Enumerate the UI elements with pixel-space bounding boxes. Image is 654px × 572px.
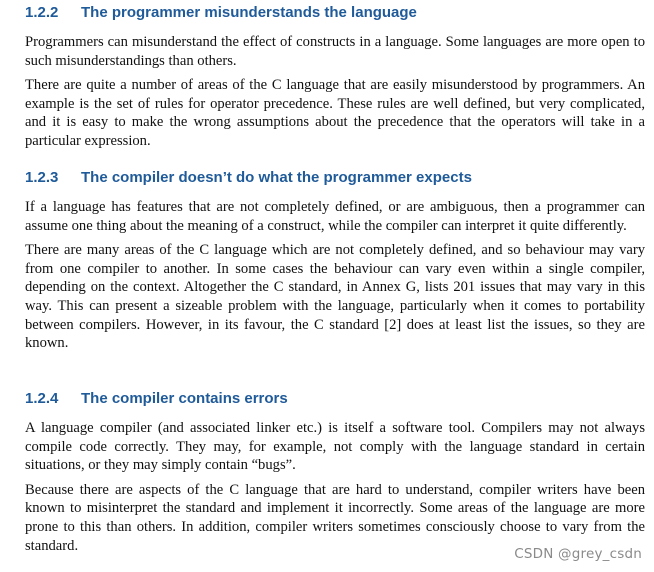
section-1-2-2 <box>25 3 645 151</box>
section-1-2-3 <box>25 168 645 353</box>
section-heading <box>25 3 645 23</box>
paragraph: Programmers can misunderstand the effect of constructs in a language. Some languages are more open to such misunderstandings than others. <box>25 34 645 69</box>
paragraph: There are many areas of the C language which are not completely defined, and so behaviour may vary from one compiler to another. In some cases the behaviour can vary even within a single compiler, depending on the context. Altogether the C standard, in Annex G, lists 201 issues that may vary in this way. This can present a sizeable problem with the language, particularly when it comes to portability between compilers. However, in its favour, the C standard [2] does at least list the issues, so they are known. <box>25 242 645 352</box>
section-number: 1.2.4 <box>25 390 59 407</box>
section-1-2-4 <box>25 389 645 555</box>
section-heading <box>25 389 645 409</box>
section-heading <box>25 168 645 188</box>
section-number: 1.2.2 <box>25 4 59 21</box>
section-title: The programmer misunderstands the language <box>81 4 417 21</box>
section-title: The compiler doesn’t do what the programmer expects <box>81 169 472 186</box>
section-number: 1.2.3 <box>25 169 59 186</box>
paragraph: A language compiler (and associated linker etc.) is itself a software tool. Compilers may not always compile code correctly. They may, for example, not comply with the language standard in certain situations, or they may simply contain “bugs”. <box>25 420 645 474</box>
watermark: CSDN @grey_csdn <box>514 546 642 562</box>
paragraph: If a language has features that are not completely defined, or are ambiguous, then a programmer can assume one thing about the meaning of a construct, while the compiler can interpret it quite differently. <box>25 199 645 234</box>
paragraph: Because there are aspects of the C language that are hard to understand, compiler writers have been known to misinterpret the standard and implement it incorrectly. Some areas of the language are more prone to this than others. In addition, compiler writers sometimes consciously choose to vary from the standard. <box>25 481 645 554</box>
section-title: The compiler contains errors <box>81 390 288 407</box>
paragraph: There are quite a number of areas of the C language that are easily misunderstood by programmers. An example is the set of rules for operator precedence. These rules are well defined, but very complicated, and it is easy to make the wrong assumptions about the precedence that the operators will take in a particular expression. <box>25 77 645 149</box>
